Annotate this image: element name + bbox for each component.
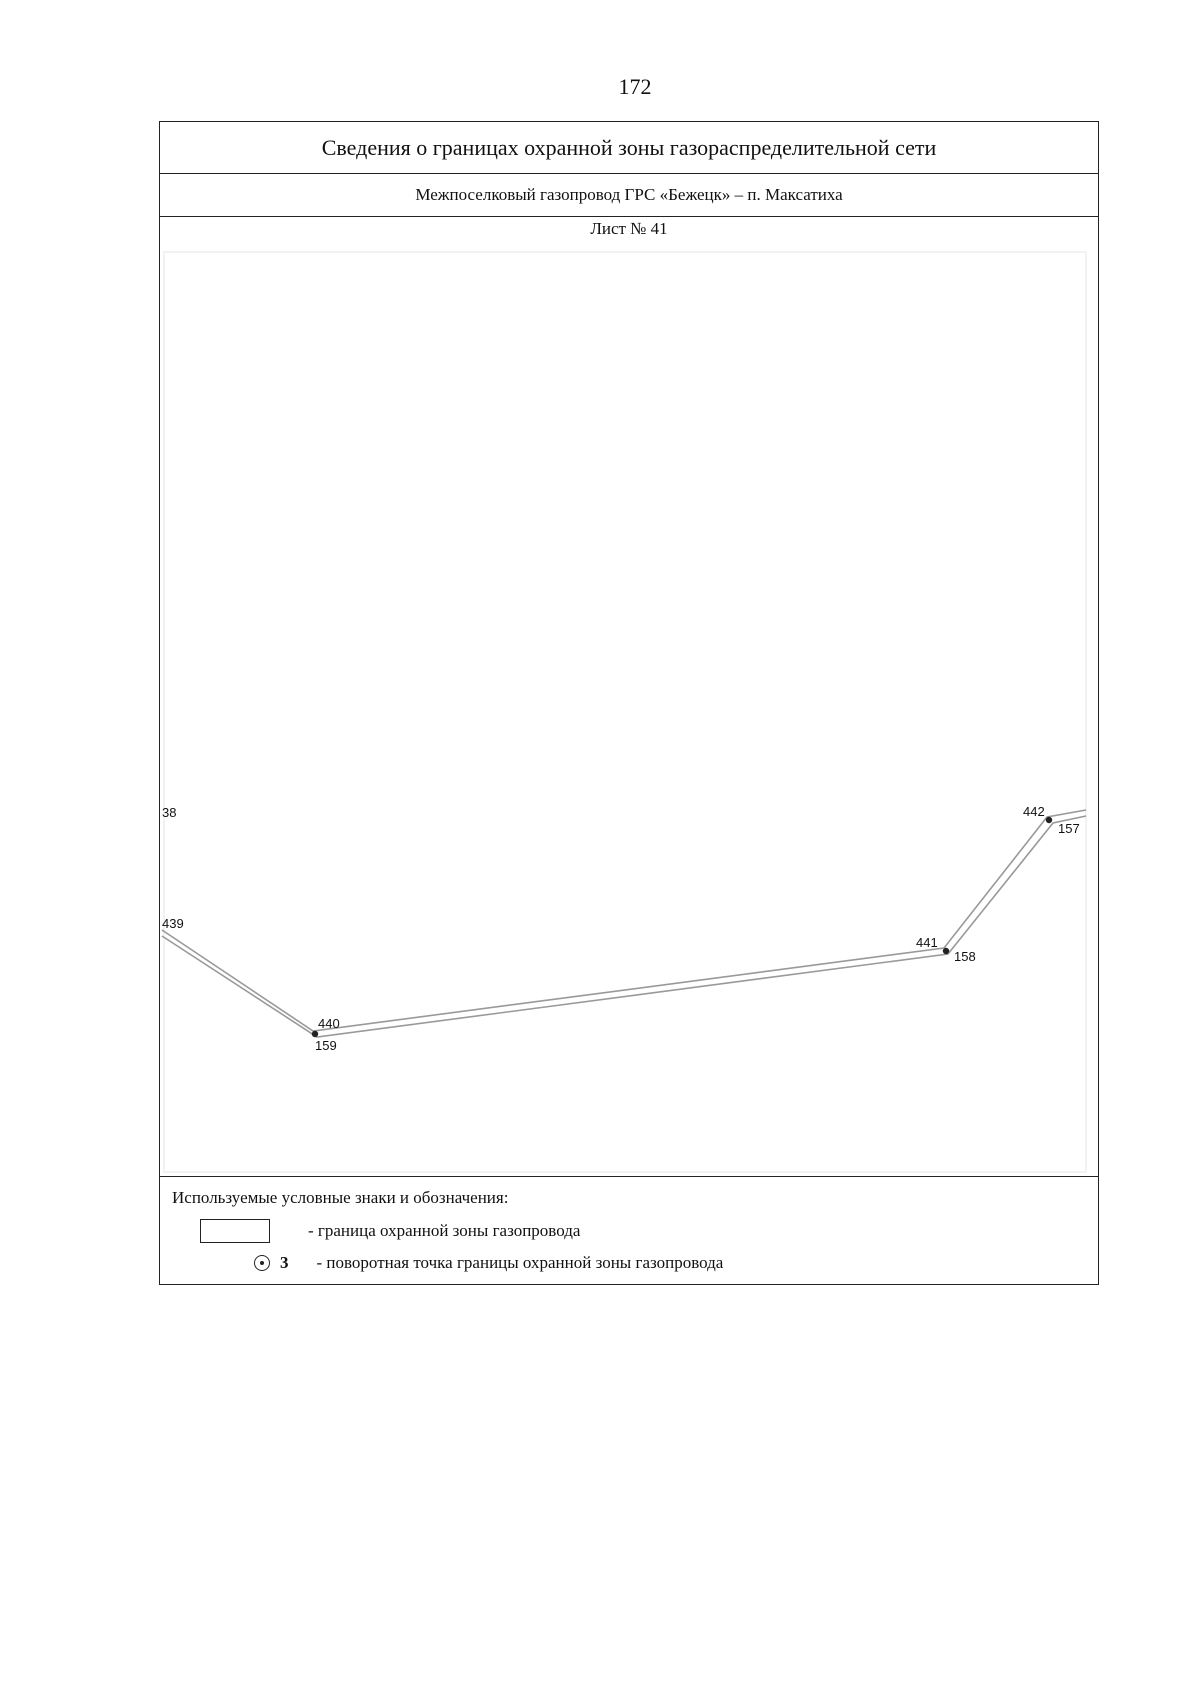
sheet-frame [159,121,1099,1285]
legend-point-number: 3 [280,1253,289,1272]
point-label-38: 38 [162,805,177,820]
legend-point-symbol [254,1253,289,1273]
document-subtitle: Межпоселковый газопровод ГРС «Бежецк» – п. Максатиха [160,174,1098,217]
turning-points [312,817,1052,1037]
page-number: 172 [618,74,652,99]
legend-boundary-text: - граница охранной зоны газопровода [308,1221,581,1240]
legend-point-row [254,1253,723,1273]
legend-boundary-row [200,1219,580,1243]
turning-point-icon [254,1255,270,1271]
map-area [160,242,1098,1177]
boundary-outer-line [162,810,1086,1031]
map-svg [160,242,1098,1177]
legend-point-text: - поворотная точка границы охранной зоны газопровода [316,1253,724,1272]
turning-point-440 [312,1031,318,1037]
turning-point-441 [943,948,949,954]
legend-boundary-swatch [200,1219,270,1243]
point-label-440: 440 [318,1016,340,1031]
map-inner-frame [164,252,1086,1172]
sheet-label: Лист № 41 [590,219,668,238]
document-title: Сведения о границах охранной зоны газораспределительной сети [160,122,1098,174]
point-label-442: 442 [1023,804,1045,819]
point-label-158: 158 [954,949,976,964]
point-label-157: 157 [1058,821,1080,836]
point-label-159: 159 [315,1038,337,1053]
protection-zone-boundary [162,810,1086,1037]
point-label-441: 441 [916,935,938,950]
legend-title: Используемые условные знаки и обозначения: [172,1188,509,1207]
point-label-439: 439 [162,916,184,931]
boundary-inner-line [162,816,1086,1037]
turning-point-442 [1046,817,1052,823]
